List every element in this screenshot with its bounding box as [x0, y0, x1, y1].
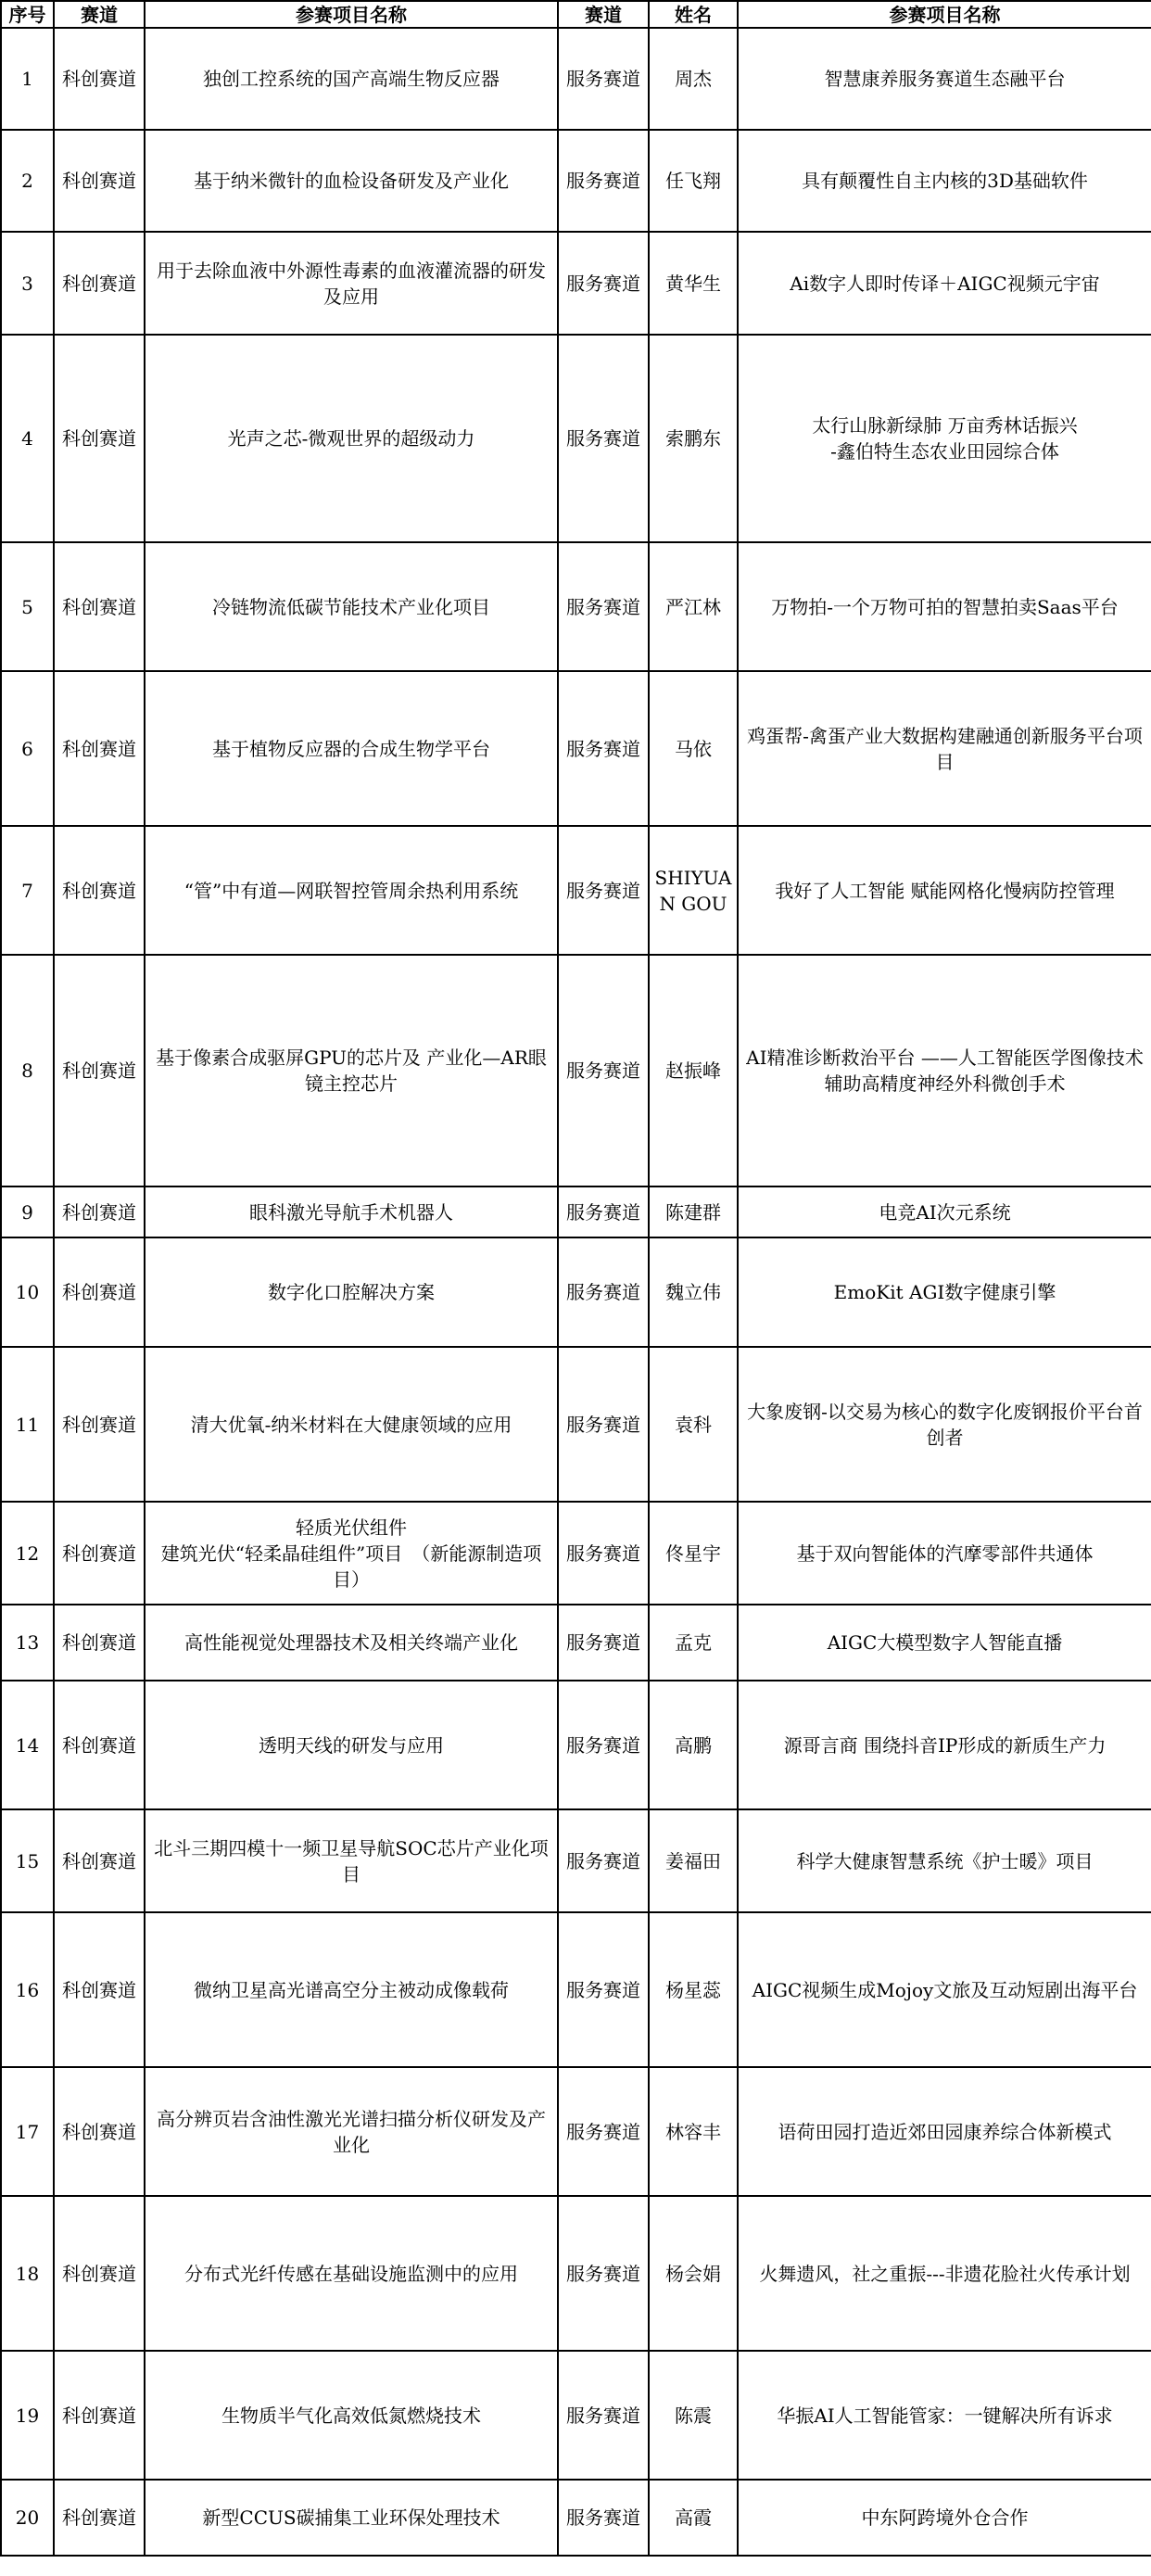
row-number: 19 — [1, 2351, 54, 2480]
participant-name-cell: 周杰 — [649, 28, 738, 130]
participant-name-cell: 魏立伟 — [649, 1237, 738, 1347]
table-header-row — [1, 1, 1151, 28]
track-1-cell: 科创赛道 — [54, 542, 145, 671]
track-1-cell: 科创赛道 — [54, 1186, 145, 1237]
track-2-cell: 服务赛道 — [558, 1186, 649, 1237]
track-2-cell: 服务赛道 — [558, 1605, 649, 1681]
track-1-cell: 科创赛道 — [54, 2196, 145, 2351]
project-1-cell: 基于像素合成驱屏GPU的芯片及 产业化—AR眼镜主控芯片 — [145, 955, 558, 1186]
project-1-cell: 清大优氧-纳米材料在大健康领域的应用 — [145, 1347, 558, 1502]
table-row — [1, 955, 1151, 1186]
participant-name-cell: 黄华生 — [649, 232, 738, 335]
header-name: 姓名 — [649, 1, 738, 28]
project-2-cell: AIGC大模型数字人智能直播 — [738, 1605, 1151, 1681]
project-1-cell: 冷链物流低碳节能技术产业化项目 — [145, 542, 558, 671]
project-1-cell: 高性能视觉处理器技术及相关终端产业化 — [145, 1605, 558, 1681]
track-1-cell: 科创赛道 — [54, 1681, 145, 1809]
row-number: 1 — [1, 28, 54, 130]
row-number: 2 — [1, 130, 54, 232]
track-1-cell: 科创赛道 — [54, 955, 145, 1186]
project-2-cell: AIGC视频生成Mojoy文旅及互动短剧出海平台 — [738, 1912, 1151, 2067]
participant-name-cell: 姜福田 — [649, 1809, 738, 1912]
project-1-cell: 微纳卫星高光谱高空分主被动成像载荷 — [145, 1912, 558, 2067]
project-2-cell: EmoKit AGI数字健康引擎 — [738, 1237, 1151, 1347]
participant-name-cell: 高鹏 — [649, 1681, 738, 1809]
table-row — [1, 826, 1151, 955]
project-2-cell: 华振AI人工智能管家：一键解决所有诉求 — [738, 2351, 1151, 2480]
project-2-cell: 太行山脉新绿肺 万亩秀林话振兴 -鑫伯特生态农业田园综合体 — [738, 335, 1151, 542]
project-2-cell: 智慧康养服务赛道生态融平台 — [738, 28, 1151, 130]
table-row — [1, 1605, 1151, 1681]
row-number: 8 — [1, 955, 54, 1186]
header-project-2: 参赛项目名称 — [738, 1, 1151, 28]
participant-name-cell: 陈建群 — [649, 1186, 738, 1237]
participant-name-cell: 佟星宇 — [649, 1502, 738, 1605]
table-row — [1, 1809, 1151, 1912]
project-1-cell: “管”中有道—网联智控管周余热利用系统 — [145, 826, 558, 955]
project-1-cell: 光声之芯-微观世界的超级动力 — [145, 335, 558, 542]
table-row — [1, 2196, 1151, 2351]
track-1-cell: 科创赛道 — [54, 1809, 145, 1912]
table-row — [1, 1912, 1151, 2067]
track-1-cell: 科创赛道 — [54, 826, 145, 955]
track-1-cell: 科创赛道 — [54, 1912, 145, 2067]
header-seq: 序号 — [1, 1, 54, 28]
participant-name-cell: 马依 — [649, 671, 738, 826]
project-2-cell: AI精准诊断救治平台 ——人工智能医学图像技术辅助高精度神经外科微创手术 — [738, 955, 1151, 1186]
participant-name-cell: 袁科 — [649, 1347, 738, 1502]
row-number: 16 — [1, 1912, 54, 2067]
project-2-cell: 万物拍-一个万物可拍的智慧拍卖Saas平台 — [738, 542, 1151, 671]
row-number: 5 — [1, 542, 54, 671]
project-2-cell: 大象废钢-以交易为核心的数字化废钢报价平台首创者 — [738, 1347, 1151, 1502]
row-number: 7 — [1, 826, 54, 955]
header-project-1: 参赛项目名称 — [145, 1, 558, 28]
project-2-cell: 电竞AI次元系统 — [738, 1186, 1151, 1237]
track-2-cell: 服务赛道 — [558, 542, 649, 671]
project-1-cell: 高分辨页岩含油性激光光谱扫描分析仪研发及产业化 — [145, 2067, 558, 2196]
project-1-cell: 基于植物反应器的合成生物学平台 — [145, 671, 558, 826]
row-number: 13 — [1, 1605, 54, 1681]
track-1-cell: 科创赛道 — [54, 232, 145, 335]
project-2-cell: 科学大健康智慧系统《护士暖》项目 — [738, 1809, 1151, 1912]
track-2-cell: 服务赛道 — [558, 28, 649, 130]
track-1-cell: 科创赛道 — [54, 1502, 145, 1605]
track-1-cell: 科创赛道 — [54, 1237, 145, 1347]
table-row — [1, 232, 1151, 335]
project-1-cell: 基于纳米微针的血检设备研发及产业化 — [145, 130, 558, 232]
participant-name-cell: 林容丰 — [649, 2067, 738, 2196]
project-2-cell: 具有颠覆性自主内核的3D基础软件 — [738, 130, 1151, 232]
participant-name-cell: 陈震 — [649, 2351, 738, 2480]
track-2-cell: 服务赛道 — [558, 2351, 649, 2480]
track-2-cell: 服务赛道 — [558, 1681, 649, 1809]
track-2-cell: 服务赛道 — [558, 671, 649, 826]
table-row — [1, 1502, 1151, 1605]
track-1-cell: 科创赛道 — [54, 335, 145, 542]
project-2-cell: 鸡蛋帮-禽蛋产业大数据构建融通创新服务平台项目 — [738, 671, 1151, 826]
table-row — [1, 1237, 1151, 1347]
project-1-cell: 新型CCUS碳捕集工业环保处理技术 — [145, 2480, 558, 2556]
project-2-cell: 源哥言商 围绕抖音IP形成的新质生产力 — [738, 1681, 1151, 1809]
row-number: 20 — [1, 2480, 54, 2556]
project-2-cell: Ai数字人即时传译＋AIGC视频元宇宙 — [738, 232, 1151, 335]
row-number: 10 — [1, 1237, 54, 1347]
project-1-cell: 眼科激光导航手术机器人 — [145, 1186, 558, 1237]
track-2-cell: 服务赛道 — [558, 2067, 649, 2196]
track-2-cell: 服务赛道 — [558, 1809, 649, 1912]
track-2-cell: 服务赛道 — [558, 1237, 649, 1347]
track-2-cell: 服务赛道 — [558, 955, 649, 1186]
project-2-cell: 火舞遗风，社之重振---非遗花脸社火传承计划 — [738, 2196, 1151, 2351]
track-1-cell: 科创赛道 — [54, 130, 145, 232]
table-row — [1, 28, 1151, 130]
row-number: 14 — [1, 1681, 54, 1809]
track-2-cell: 服务赛道 — [558, 335, 649, 542]
header-track-2: 赛道 — [558, 1, 649, 28]
track-2-cell: 服务赛道 — [558, 232, 649, 335]
table-row — [1, 1681, 1151, 1809]
row-number: 17 — [1, 2067, 54, 2196]
row-number: 15 — [1, 1809, 54, 1912]
project-1-cell: 用于去除血液中外源性毒素的血液灌流器的研发及应用 — [145, 232, 558, 335]
table-row — [1, 2351, 1151, 2480]
track-1-cell: 科创赛道 — [54, 2067, 145, 2196]
track-1-cell: 科创赛道 — [54, 1347, 145, 1502]
participant-name-cell: 高霞 — [649, 2480, 738, 2556]
table-row — [1, 671, 1151, 826]
row-number: 11 — [1, 1347, 54, 1502]
track-2-cell: 服务赛道 — [558, 2480, 649, 2556]
project-2-cell: 我好了人工智能 赋能网格化慢病防控管理 — [738, 826, 1151, 955]
participant-name-cell: 索鹏东 — [649, 335, 738, 542]
table-row — [1, 2480, 1151, 2556]
participant-name-cell: 严江林 — [649, 542, 738, 671]
project-2-cell: 中东阿跨境外仓合作 — [738, 2480, 1151, 2556]
row-number: 9 — [1, 1186, 54, 1237]
participant-name-cell: 杨星蕊 — [649, 1912, 738, 2067]
participant-name-cell: 杨会娟 — [649, 2196, 738, 2351]
track-1-cell: 科创赛道 — [54, 1605, 145, 1681]
participant-name-cell: SHIYUAN GOU — [649, 826, 738, 955]
track-1-cell: 科创赛道 — [54, 671, 145, 826]
project-1-cell: 独创工控系统的国产高端生物反应器 — [145, 28, 558, 130]
participant-name-cell: 赵振峰 — [649, 955, 738, 1186]
track-2-cell: 服务赛道 — [558, 1912, 649, 2067]
table-row — [1, 335, 1151, 542]
track-2-cell: 服务赛道 — [558, 826, 649, 955]
header-track-1: 赛道 — [54, 1, 145, 28]
row-number: 3 — [1, 232, 54, 335]
row-number: 18 — [1, 2196, 54, 2351]
participant-name-cell: 任飞翔 — [649, 130, 738, 232]
track-2-cell: 服务赛道 — [558, 1347, 649, 1502]
project-1-cell: 数字化口腔解决方案 — [145, 1237, 558, 1347]
participant-name-cell: 孟克 — [649, 1605, 738, 1681]
table-row — [1, 1186, 1151, 1237]
table-row — [1, 130, 1151, 232]
project-1-cell: 轻质光伏组件 建筑光伏“轻柔晶硅组件”项目 （新能源制造项目） — [145, 1502, 558, 1605]
project-1-cell: 透明天线的研发与应用 — [145, 1681, 558, 1809]
track-1-cell: 科创赛道 — [54, 28, 145, 130]
table-row — [1, 2067, 1151, 2196]
track-2-cell: 服务赛道 — [558, 2196, 649, 2351]
track-1-cell: 科创赛道 — [54, 2351, 145, 2480]
project-1-cell: 分布式光纤传感在基础设施监测中的应用 — [145, 2196, 558, 2351]
track-2-cell: 服务赛道 — [558, 1502, 649, 1605]
row-number: 4 — [1, 335, 54, 542]
project-1-cell: 北斗三期四模十一频卫星导航SOC芯片产业化项目 — [145, 1809, 558, 1912]
row-number: 12 — [1, 1502, 54, 1605]
project-1-cell: 生物质半气化高效低氮燃烧技术 — [145, 2351, 558, 2480]
table-row — [1, 542, 1151, 671]
project-2-cell: 基于双向智能体的汽摩零部件共通体 — [738, 1502, 1151, 1605]
table-row — [1, 1347, 1151, 1502]
track-2-cell: 服务赛道 — [558, 130, 649, 232]
project-2-cell: 语荷田园打造近郊田园康养综合体新模式 — [738, 2067, 1151, 2196]
track-1-cell: 科创赛道 — [54, 2480, 145, 2556]
row-number: 6 — [1, 671, 54, 826]
